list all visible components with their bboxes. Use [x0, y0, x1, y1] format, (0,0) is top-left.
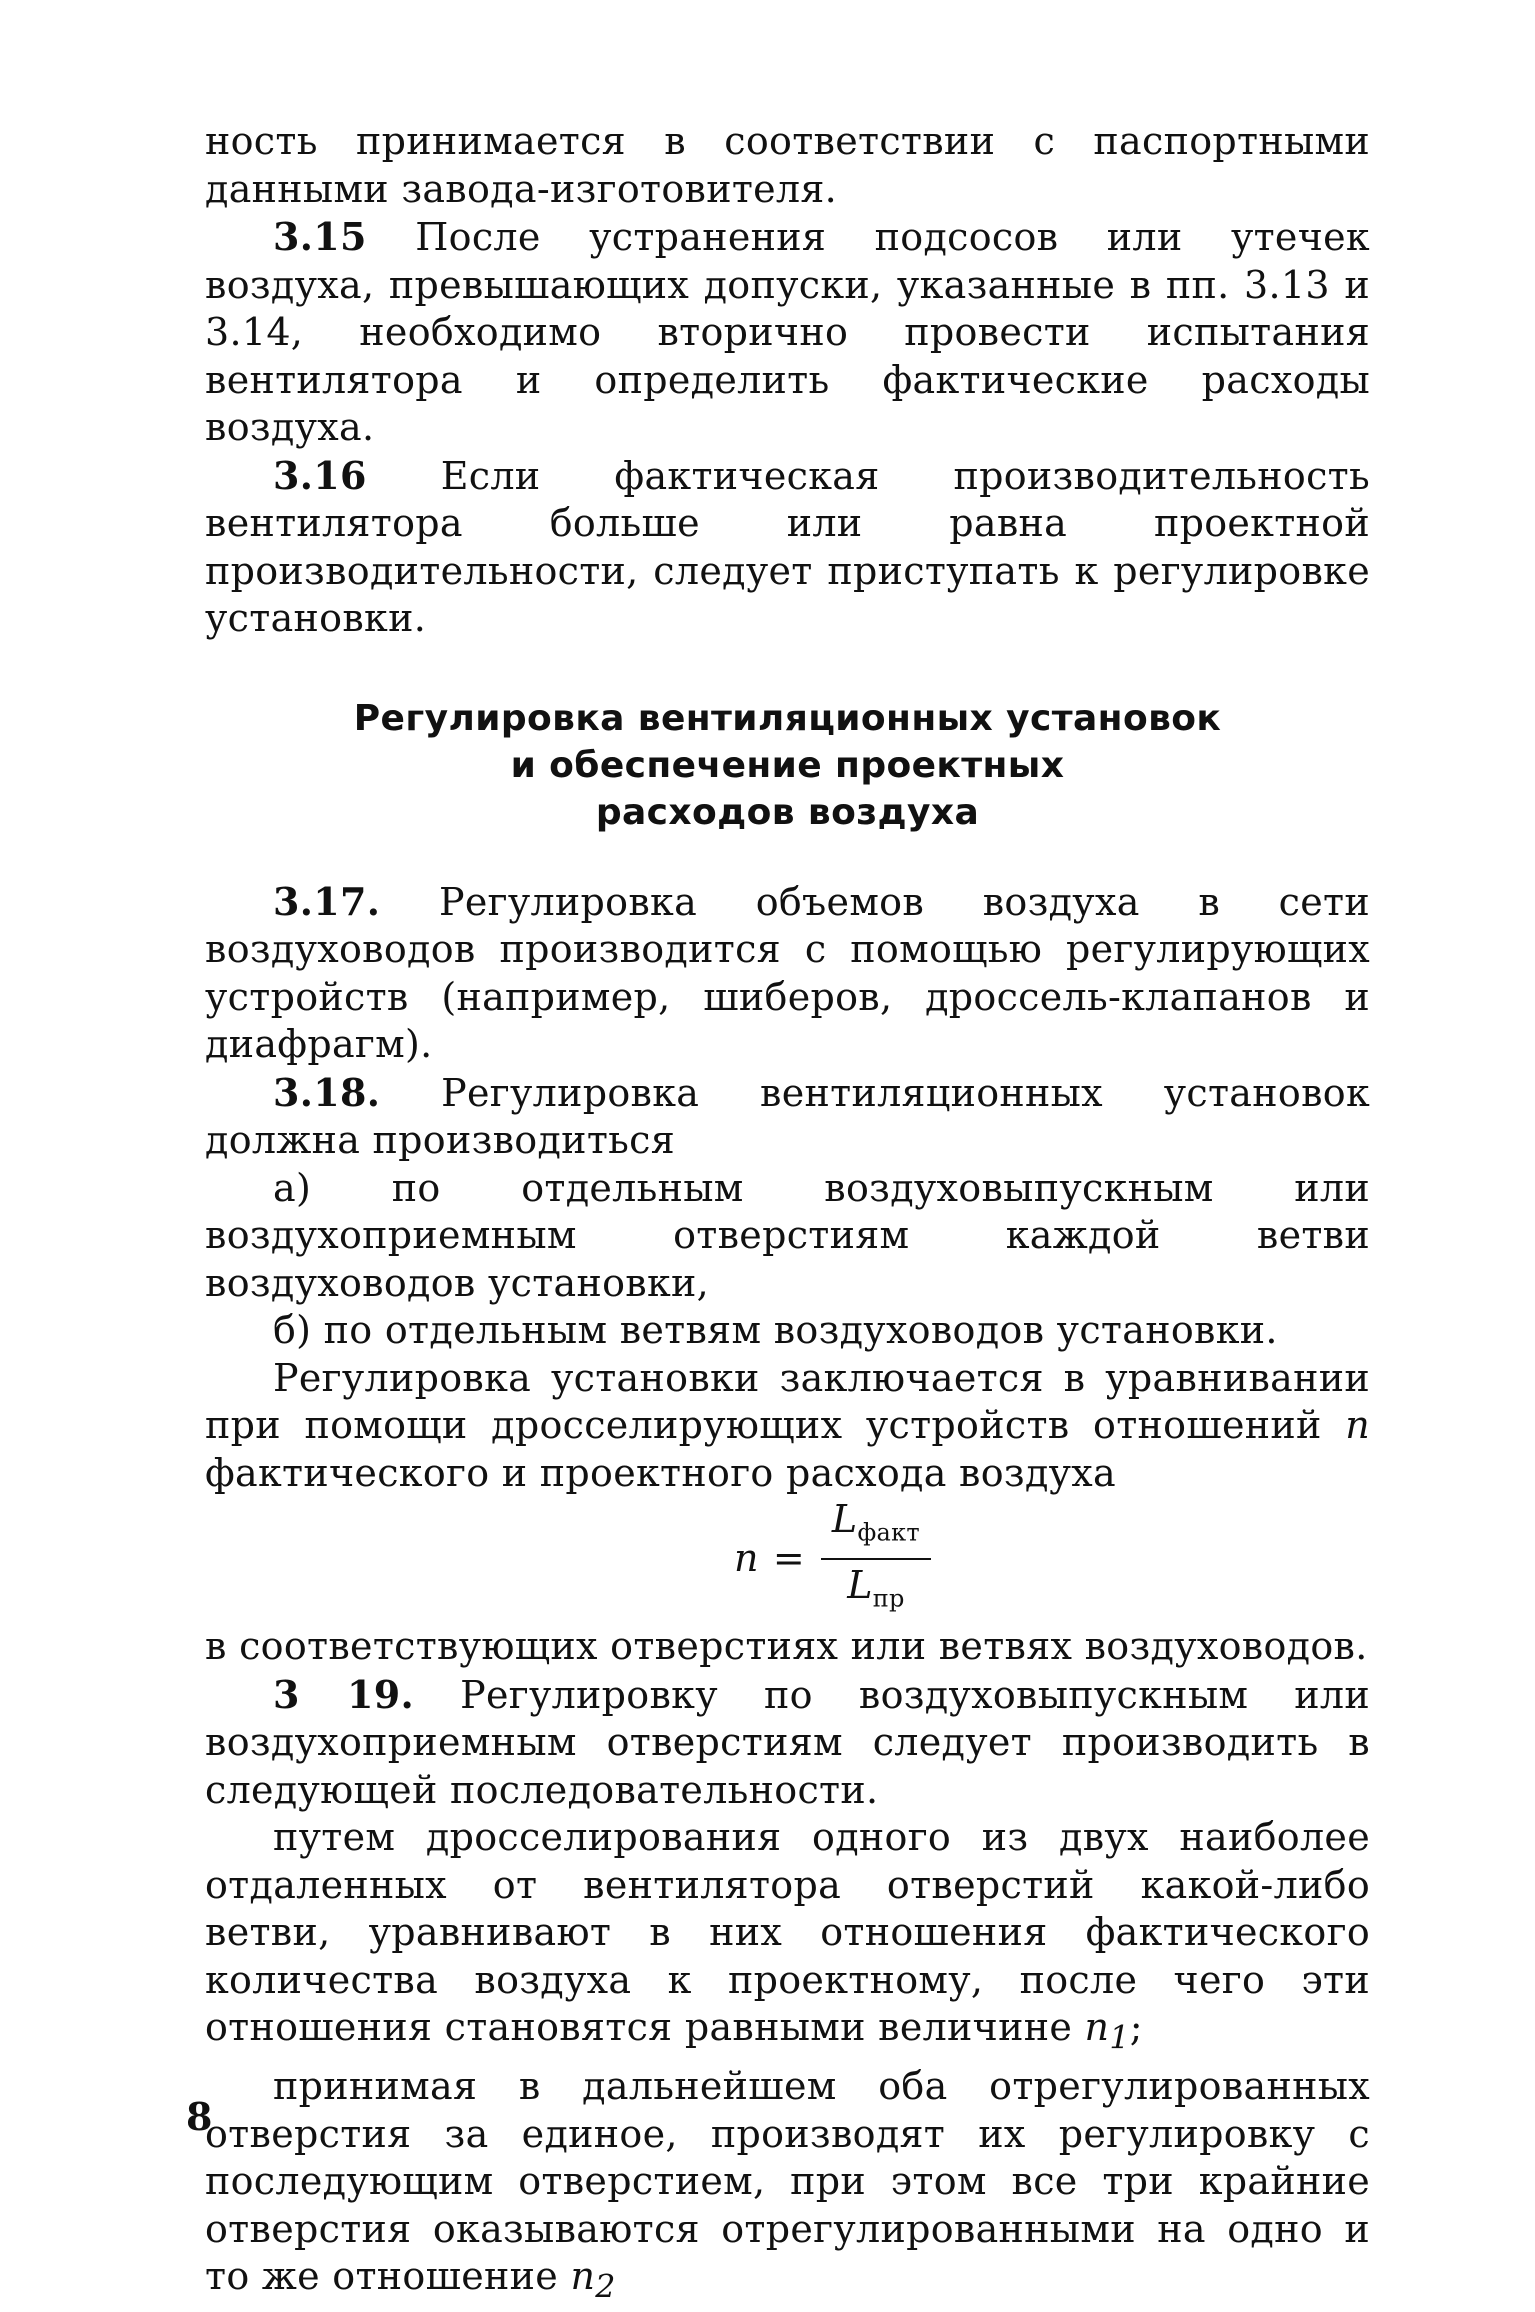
- page-number: 8: [186, 2094, 213, 2139]
- denominator-symbol: L: [847, 1563, 873, 1607]
- paragraph-text: принимая в дальнейшем оба отрегулированных отверстия за единое, производят их регулировку с последующим отверстием, при этом все три крайние отверстия оказываются отрегулированными на одно и то же отношение: [205, 2064, 1370, 2299]
- paragraph-text: Если фактическая производительность вентилятора больше или равна проектной производительности, следует приступать к регулировке установки.: [205, 453, 1370, 640]
- list-item-a: [205, 1165, 1370, 1308]
- paragraph-text: путем дросселирования одного из двух наиболее отдаленных от вентилятора отверстий какой-либо ветви, уравнивают в них отношения фактического количества воздуха к проектному, после чего эти отношения становятся равными величине: [205, 1815, 1370, 2049]
- formula-numerator: [832, 1496, 920, 1556]
- paragraph-text: Регулировка установки заключается в уравнивании при помощи дросселирующих устройств отношений: [205, 1355, 1370, 1447]
- list-item-text: б) по отдельным ветвям воздуховодов установки.: [273, 1308, 1278, 1352]
- paragraph-regulation: [205, 1355, 1370, 1498]
- math-variable: [1084, 2005, 1130, 2057]
- variable-subscript: 1: [1109, 2020, 1130, 2057]
- denominator-subscript: пр: [872, 1584, 905, 1613]
- variable-symbol: n: [570, 2254, 596, 2299]
- list-item-text: а) по отдельным воздуховыпускным или воздухоприемным отверстиям каждой ветви воздуховодов установки,: [205, 1165, 1370, 1305]
- paragraph-text: Регулировку по воздуховыпускным или воздухоприемным отверстиям следует производить в следующей последовательности.: [205, 1672, 1370, 1812]
- fraction-bar: [821, 1558, 931, 1560]
- formula-denominator: [847, 1562, 905, 1622]
- paragraph-3-15: [205, 213, 1370, 452]
- clause-number: 3.16: [273, 452, 367, 498]
- clause-number: 3.18.: [273, 1069, 381, 1115]
- formula-equals: =: [772, 1536, 805, 1581]
- paragraph-after-formula: [205, 1623, 1370, 1671]
- paragraph-text: После устранения подсосов или утечек воздуха, превышающих допуски, указанные в пп. 3.13 и 3.14, необходимо вторично провести испытания вентилятора и определить фактические расходы воздуха.: [205, 215, 1370, 449]
- list-item-b: [205, 1307, 1370, 1355]
- paragraph-text: в соответствующих отверстиях или ветвях воздуховодов.: [205, 1624, 1368, 1668]
- clause-number: 3.15: [273, 214, 367, 259]
- clause-number: 3 19.: [273, 1671, 414, 1717]
- heading-line: и обеспечение проектных: [510, 744, 1065, 786]
- paragraph-step-2: [205, 2063, 1370, 2312]
- paragraph-text: Регулировка вентиляционных установок должна производиться: [205, 1070, 1370, 1162]
- paragraph-3-18: [205, 1069, 1370, 1165]
- math-variable: n: [1345, 1403, 1370, 1447]
- formula: [295, 1497, 1370, 1613]
- paragraph-3-17: [205, 878, 1370, 1069]
- variable-subscript: 2: [595, 2269, 616, 2306]
- formula-fraction: [821, 1496, 931, 1621]
- heading-line: расходов воздуха: [595, 791, 980, 833]
- paragraph-text: Регулировка объемов воздуха в сети воздуховодов производится с помощью регулирующих устройств (например, шиберов, дроссель-клапанов и диафрагм).: [205, 879, 1370, 1066]
- section-heading: [205, 695, 1370, 836]
- paragraph-3-16: [205, 452, 1370, 643]
- clause-number: 3.17.: [273, 878, 381, 924]
- paragraph-step-1: [205, 1814, 1370, 2063]
- paragraph-continuation: [205, 118, 1370, 213]
- paragraph-3-19: [205, 1671, 1370, 1815]
- variable-symbol: n: [1084, 2005, 1110, 2049]
- numerator-subscript: факт: [857, 1519, 921, 1547]
- document-page: [205, 118, 1370, 2312]
- paragraph-text: ность принимается в соответствии с паспортными данными завода-изготовителя.: [205, 119, 1370, 211]
- numerator-symbol: L: [831, 1497, 858, 1542]
- heading-line: Регулировка вентиляционных установок: [353, 697, 1222, 739]
- punctuation: ;: [1129, 2005, 1143, 2049]
- formula-lhs: n: [734, 1536, 759, 1581]
- paragraph-text: фактического и проектного расхода воздуха: [205, 1450, 1116, 1495]
- math-variable: [570, 2254, 616, 2306]
